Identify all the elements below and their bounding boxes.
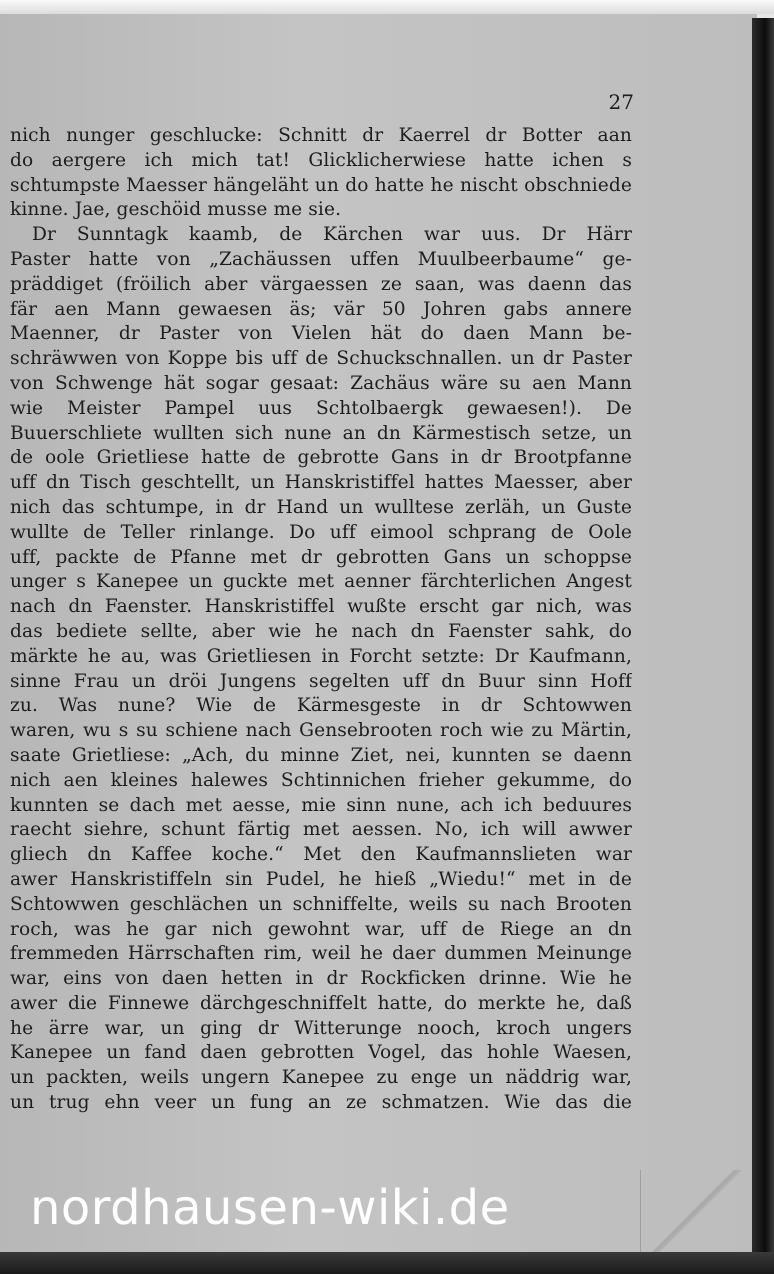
scan-top-edge [0,0,774,14]
text-line: roch, was he gar nich gewohnt war, uff de Riege an dn [10,918,632,940]
text-line: war, eins von daen hetten in dr Rockficken drinne. Wie he [10,968,632,990]
text-line: fremmeden Härrschaften rim, weil he daer dummen Meinunge [10,943,632,965]
text-line: he ärre war, un ging dr Witterunge nooch, kroch ungers [10,1017,632,1039]
text-line: schtumpste Maesser hängeläht un do hatte he nischt obschniede [10,174,632,196]
text-line: do aergere ich mich tat! Glicklicherwiese hatte ichen s [10,149,632,171]
text-line: nich aen kleines halewes Schtinnichen frieher gekumme, do [10,769,632,791]
text-line: das bediete sellte, aber wie he nach dn Faenster sahk, do [10,620,632,642]
page-number: 27 [608,90,634,114]
text-line: awer Hanskristiffeln sin Pudel, he hieß „Wiedu!“ met in de [10,868,632,890]
text-line: Maenner, dr Paster von Vielen hät do daen Mann be- [10,323,632,345]
text-line: nich das schtumpe, in dr Hand un wulltese zerläh, un Guste [10,496,632,518]
text-line: gliech dn Kaffee koche.“ Met den Kaufmannslieten war [10,844,632,866]
text-line: wie Meister Pampel uus Schtolbaergk gewaesen!). De [10,397,632,419]
watermark-text: nordhausen-wiki.de [30,1180,510,1236]
text-line: Paster hatte von „Zachäussen uffen Muulbeerbaume“ ge- [10,248,632,270]
text-line: Buuerschliete wullten sich nune an dn Kärmestisch setze, un [10,422,632,444]
text-line: unger s Kanepee un guckte met aenner färchterlichen Angest [10,571,632,593]
text-line: uff, packte de Pfanne met dr gebrotten Gans un schoppse [10,546,632,568]
text-line: fär aen Mann gewaesen äs; vär 50 Johren gabs annere [10,298,632,320]
body-text [10,124,632,1116]
text-line: Schtowwen geschlächen un schniffelte, weils su nach Brooten [10,893,632,915]
text-line: zu. Was nune? Wie de Kärmesgeste in dr Schtowwen [10,695,632,717]
text-line: kinne. Jae, geschöid musse me sie. [10,199,342,221]
text-line: märkte he au, was Grietliesen in Forcht setzte: Dr Kaufmann, [10,645,632,667]
page-corner-fold [640,1170,751,1252]
text-line: un packten, weils ungern Kanepee zu enge un näddrig war, [10,1067,632,1089]
text-line: sinne Frau un dröi Jungens segelten uff dn Buur sinn Hoff [10,670,632,692]
text-line: saate Grietliese: „Ach, du minne Ziet, nei, kunnten se daenn [10,744,632,766]
text-line: awer die Finnewe därchgeschniffelt hatte, do merkte he, daß [10,992,632,1014]
text-line: nach dn Faenster. Hanskristiffel wußte erscht gar nich, was [10,596,632,618]
text-line: nich nunger geschlucke: Schnitt dr Kaerrel dr Botter aan [10,125,632,146]
text-line: uff dn Tisch geschtellt, un Hanskristiffel hattes Maesser, aber [10,472,632,494]
text-line: waren, wu s su schiene nach Gensebrooten roch wie zu Märtin, [10,720,632,742]
text-line: kunnten se dach met aesse, mie sinn nune, ach ich beduures [10,794,632,816]
scan-right-edge [752,18,774,1274]
text-line: raecht siehre, schunt färtig met aessen. No, ich will awwer [10,819,632,841]
text-line: präddiget (fröilich aber värgaessen ze saan, was daenn das [10,273,632,295]
scan-bottom-edge [0,1252,774,1274]
text-line: Kanepee un fand daen gebrotten Vogel, das hohle Waesen, [10,1042,632,1064]
text-line: schräwwen von Koppe bis uff de Schuckschnallen. un dr Paster [10,348,632,370]
text-line: un trug ehn veer un fung an ze schmatzen. Wie das die [10,1092,632,1114]
text-line: wullte de Teller rinlange. Do uff eimool schprang de Oole [10,521,632,543]
text-line: de oole Grietliese hatte de gebrotte Gans in dr Brootpfanne [10,447,632,469]
text-line: von Schwenge hät sogar gesaat: Zachäus wäre su aen Mann [10,372,632,394]
text-line: Dr Sunntagk kaamb, de Kärchen war uus. Dr Härr [32,224,632,246]
